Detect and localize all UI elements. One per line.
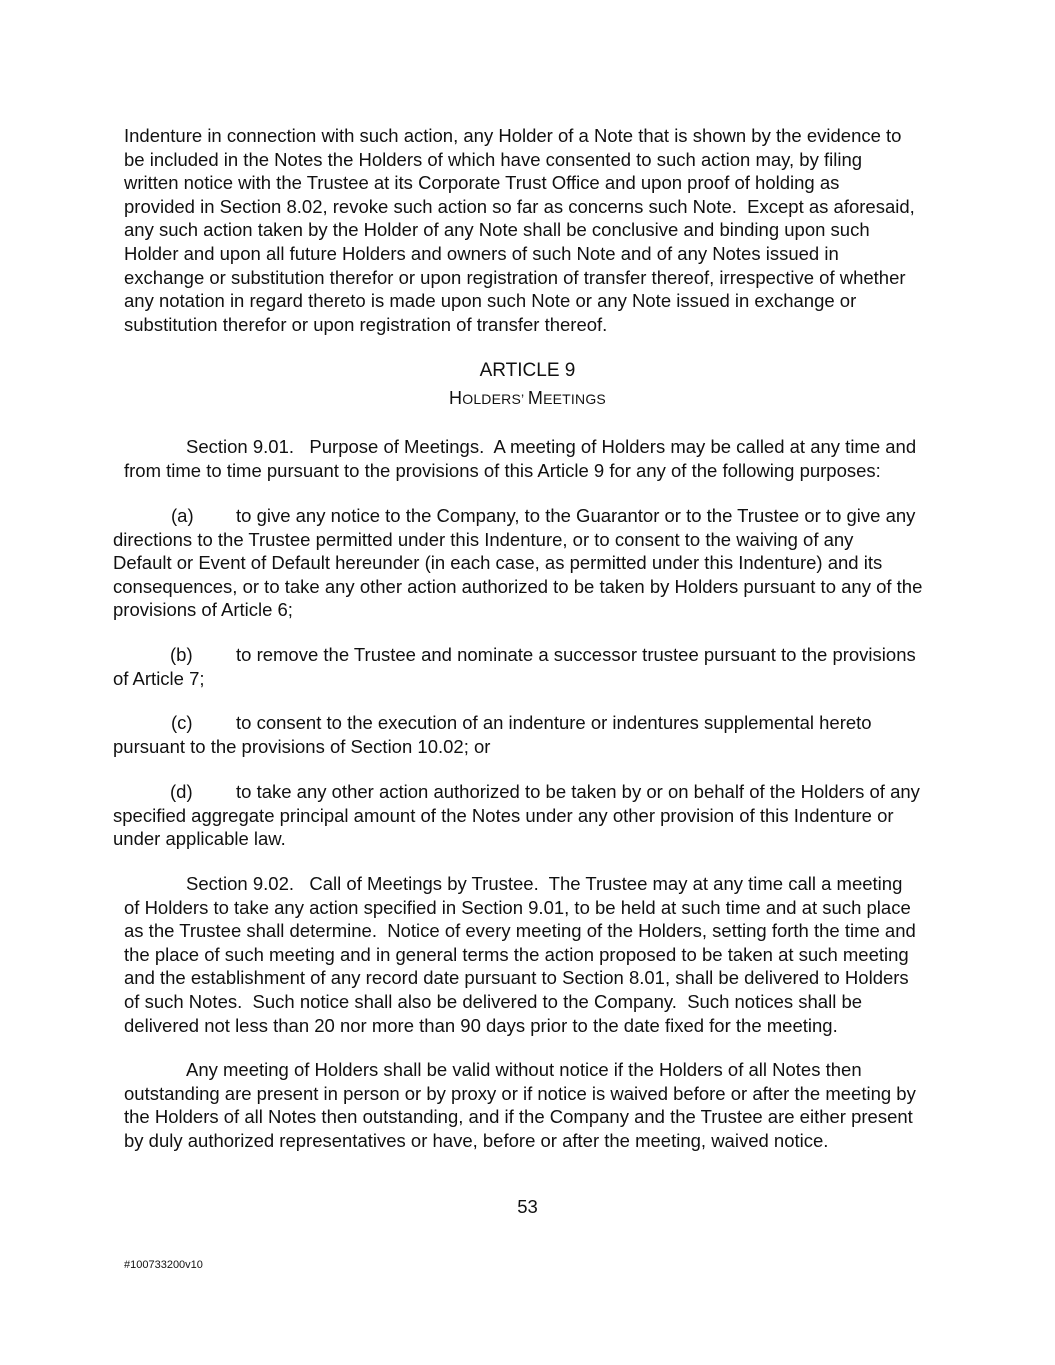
paragraph-line: consequences, or to take any other action authorized to be taken by Holders pursuant to any of the <box>113 575 923 597</box>
paragraph-line: specified aggregate principal amount of the Notes under any other provision of this Indenture or <box>113 804 894 826</box>
paragraph-line: by duly authorized representatives or have, before or after the meeting, waived notice. <box>124 1129 829 1151</box>
paragraph-line: as the Trustee shall determine. Notice of every meeting of the Holders, setting forth the time and <box>124 920 916 942</box>
paragraph-line: from time to time pursuant to the provisions of this Article 9 for any of the following purposes: <box>124 459 881 481</box>
clause-a-paragraph <box>113 504 922 622</box>
subtitle-smallcaps: EETINGS <box>543 391 606 407</box>
paragraph-line: of Holders to take any action specified in Section 9.01, to be held at such time and at such place <box>124 896 911 918</box>
clause-first-line <box>113 780 920 804</box>
clause-first-line <box>113 504 922 528</box>
paragraph-line: Section 9.02. Call of Meetings by Trustee. The Trustee may at any time call a meeting <box>186 873 903 894</box>
clause-c-paragraph <box>113 711 872 758</box>
intro-paragraph <box>124 124 915 336</box>
paragraph-line: provisions of Article 6; <box>113 599 293 621</box>
paragraph-line: of Article 7; <box>113 667 205 689</box>
clause-label: (a) <box>171 505 194 526</box>
paragraph-line: exchange or substitution therefor or upon registration of transfer thereof, irrespective of whether <box>124 266 906 288</box>
subtitle-initial: M <box>527 388 544 408</box>
paragraph-line: Any meeting of Holders shall be valid without notice if the Holders of all Notes then <box>186 1059 862 1080</box>
clause-text: to take any other action authorized to be taken by or on behalf of the Holders of any <box>236 781 920 802</box>
paragraph-line: provided in Section 8.02, revoke such action so far as concerns such Note. Except as aforesaid, <box>124 195 915 217</box>
paragraph-line: Holder and upon all future Holders and owners of such Note and of any Notes issued in <box>124 242 839 264</box>
any-meeting-paragraph <box>124 1058 916 1152</box>
section-9-01-paragraph <box>124 435 916 482</box>
paragraph-line: delivered not less than 20 nor more than 90 days prior to the date fixed for the meeting. <box>124 1014 838 1036</box>
clause-b-paragraph <box>113 643 916 690</box>
clause-d-paragraph <box>113 780 920 851</box>
paragraph-line: pursuant to the provisions of Section 10.02; or <box>113 735 491 757</box>
paragraph-line: the Holders of all Notes then outstanding, and if the Company and the Trustee are either present <box>124 1106 913 1128</box>
paragraph-line: be included in the Notes the Holders of which have consented to such action may, by filing <box>124 148 863 170</box>
paragraph-line: Default or Event of Default hereunder (in each case, as permitted under this Indenture) and its <box>113 552 883 574</box>
article-title: ARTICLE 9 <box>479 360 576 381</box>
section-9-02-paragraph <box>124 872 916 1037</box>
document-id: #100733200v10 <box>124 1259 203 1271</box>
paragraph-line: of such Notes. Such notice shall also be delivered to the Company. Such notices shall be <box>124 990 863 1012</box>
paragraph-line: the place of such meeting and in general terms the action proposed to be taken at such meeting <box>124 943 909 965</box>
paragraph-line: Section 9.01. Purpose of Meetings. A meeting of Holders may be called at any time and <box>186 436 917 457</box>
paragraph-line: Indenture in connection with such action, any Holder of a Note that is shown by the evidence to <box>124 125 902 146</box>
clause-first-line <box>113 711 872 735</box>
paragraph-line: substitution therefor or upon registration of transfer thereof. <box>124 313 608 335</box>
clause-text: to consent to the execution of an indenture or indentures supplemental hereto <box>236 712 872 733</box>
paragraph-line: written notice with the Trustee at its Corporate Trust Office and upon proof of holding as <box>124 172 840 194</box>
paragraph-line: outstanding are present in person or by proxy or if notice is waived before or after the meeting by <box>124 1082 916 1104</box>
subtitle-smallcaps: OLDERS’ <box>462 391 528 407</box>
paragraph-line: any such action taken by the Holder of any Note shall be conclusive and binding upon such <box>124 219 870 241</box>
clause-text: to give any notice to the Company, to the Guarantor or to the Trustee or to give any <box>236 505 916 526</box>
paragraph-line: and the establishment of any record date pursuant to Section 8.01, shall be delivered to Holders <box>124 967 909 989</box>
paragraph-line: any notation in regard thereto is made upon such Note or any Note issued in exchange or <box>124 290 857 312</box>
article-subtitle <box>0 387 1055 412</box>
clause-label: (b) <box>170 644 193 665</box>
page-number: 53 <box>517 1196 538 1217</box>
paragraph-line: directions to the Trustee permitted under this Indenture, or to consent to the waiving of any <box>113 528 854 550</box>
paragraph-line: under applicable law. <box>113 828 286 850</box>
clause-label: (d) <box>170 781 193 802</box>
subtitle-initial: H <box>449 388 463 408</box>
clause-first-line <box>113 643 916 667</box>
clause-text: to remove the Trustee and nominate a successor trustee pursuant to the provisions <box>236 644 916 665</box>
clause-label: (c) <box>171 712 193 733</box>
